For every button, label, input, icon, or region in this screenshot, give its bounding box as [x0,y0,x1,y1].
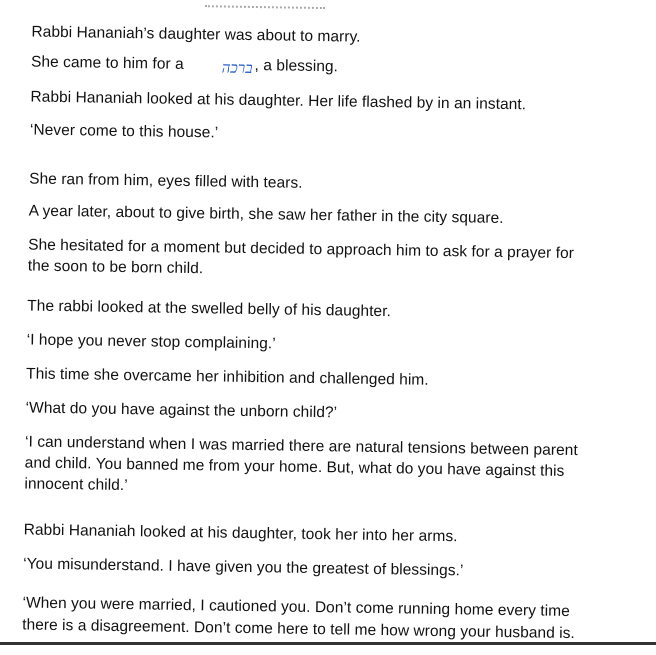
line-14: ‘You misunderstand. I have given you the greatest of blessings.’ [23,555,464,580]
line-12c: innocent child.’ [24,475,128,495]
line-2-end: , a blessing. [254,57,339,76]
line-15b: there is a disagreement. Don’t come here to tell me how wrong your husband is. [22,616,575,643]
line-9: ‘I hope you never stop complaining.’ [26,331,276,353]
hebrew-word-bracha: ברכה [221,58,253,77]
line-4: ‘Never come to this house.’ [29,121,219,142]
line-8: The rabbi looked at the swelled belly of his daughter. [27,297,392,321]
line-12b: and child. You banned me from your home. But, what do you have against this [24,454,565,480]
line-5: She ran from him, eyes filled with tears. [29,170,303,192]
line-3: Rabbi Hananiah looked at his daughter. Her life flashed by in an instant. [30,88,527,114]
line-13: Rabbi Hananiah looked at his daughter, took her into her arms. [23,521,458,546]
line-10: This time she overcame her inhibition and challenged him. [25,365,429,389]
line-1: Rabbi Hananiah’s daughter was about to marry. [31,23,361,46]
line-7b: the soon to be born child. [27,257,204,278]
line-15a: ‘When you were married, I cautioned you. Don’t come running home every time [22,594,570,621]
line-11: ‘What do you have against the unborn child?’ [25,399,338,422]
line-12a: ‘I can understand when I was married there are natural tensions between parent [24,433,578,460]
line-7a: She hesitated for a moment but decided to approach him to ask for a prayer for [28,236,575,263]
line-6: A year later, about to give birth, she saw her father in the city square. [28,202,504,227]
line-2-start: She came to him for a [30,53,184,73]
line-2 [31,51,338,77]
cropped-top-text [205,0,325,9]
